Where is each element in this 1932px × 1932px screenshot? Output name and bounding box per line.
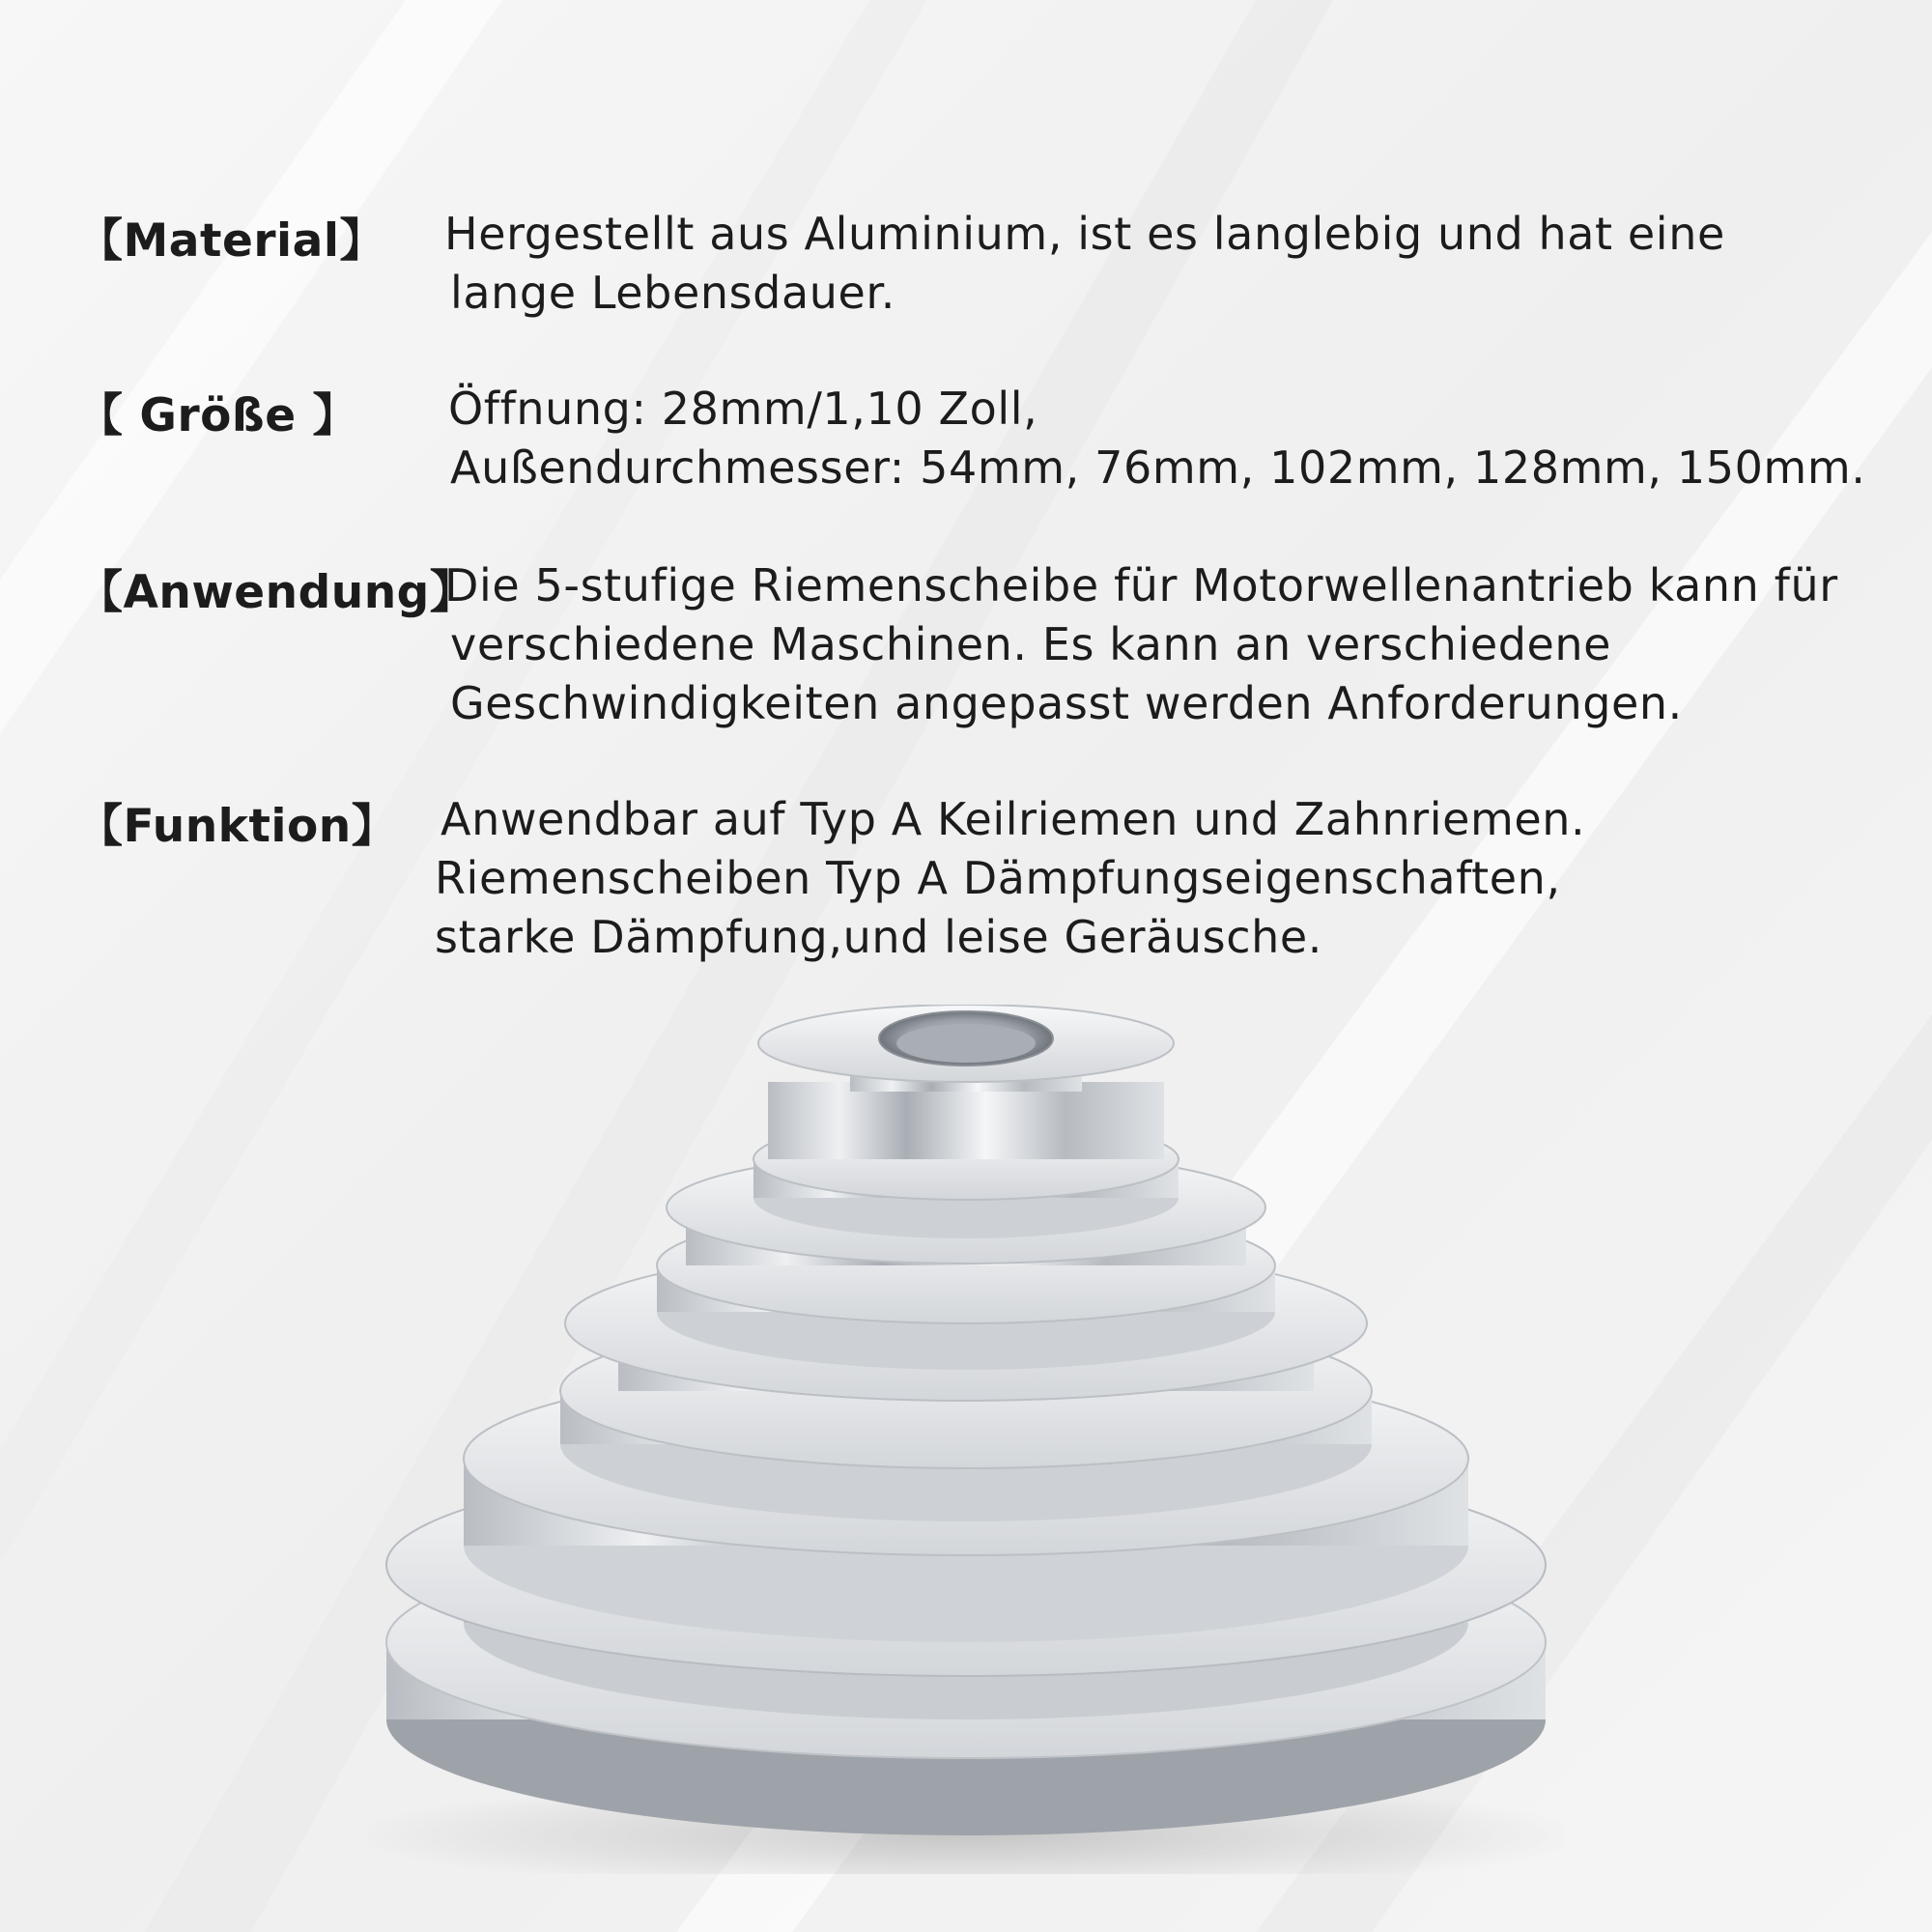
spec-text-size (448, 380, 1865, 497)
spec-label-function: 【Funktion】 (77, 800, 398, 853)
spec-line: lange Lebensdauer. (450, 267, 895, 319)
spec-line: Anwendbar auf Typ A Keilriemen und Zahnriemen. (440, 793, 1586, 845)
spec-line: Außendurchmesser: 54mm, 76mm, 102mm, 128mm, 150mm. (450, 441, 1866, 494)
spec-line: Geschwindigkeiten angepasst werden Anforderungen. (450, 677, 1683, 729)
spec-label-application: 【Anwendung】 (77, 566, 476, 619)
spec-text-material (444, 205, 1725, 323)
spec-line: Öffnung: 28mm/1,10 Zoll, (448, 383, 1038, 435)
spec-line: Die 5-stufige Riemenscheibe für Motorwellenantrieb kann für (444, 559, 1838, 611)
spec-line: Riemenscheiben Typ A Dämpfungseigenschaften, (435, 852, 1561, 904)
spec-line: Hergestellt aus Aluminium, ist es langlebig und hat eine (444, 208, 1725, 260)
spec-label-material: 【Material】 (77, 214, 385, 268)
spec-text-application (444, 556, 1838, 733)
spec-label-size: 【 Größe 】 (77, 389, 358, 442)
spec-line: verschiedene Maschinen. Es kann an verschiedene (450, 618, 1612, 670)
five-step-pulley-icon (367, 1005, 1565, 1874)
spec-text-function (435, 790, 1585, 967)
spec-line: starke Dämpfung,und leise Geräusche. (435, 911, 1322, 963)
